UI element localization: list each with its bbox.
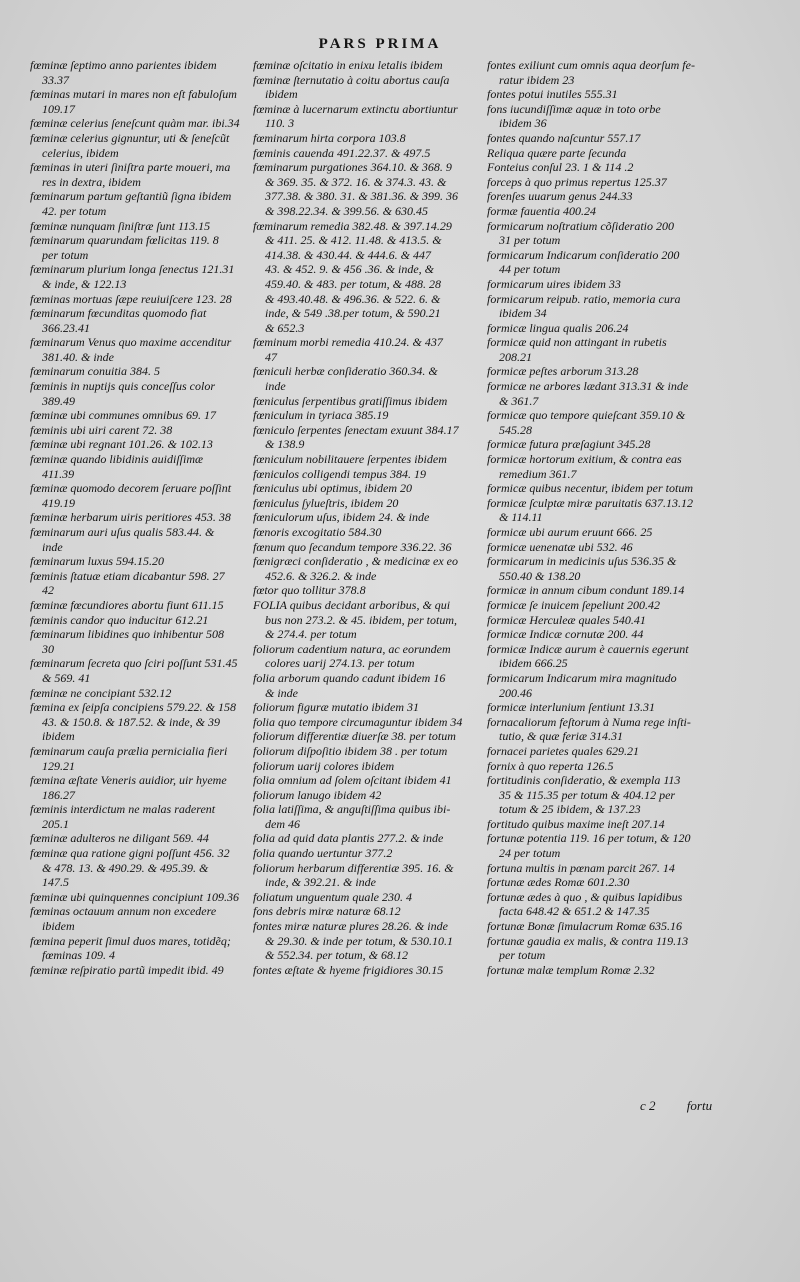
signature-mark: c 2 bbox=[640, 1098, 656, 1113]
index-line: foliatum unguentum quale 230. 4 bbox=[253, 889, 412, 904]
index-line: fontes miræ naturæ plures 28.26. & inde bbox=[253, 919, 448, 934]
index-line: fornacaliorum feſtorum à Numa rege inſti- bbox=[487, 714, 691, 729]
index-line: formicæ futura præſagiunt 345.28 bbox=[487, 437, 651, 452]
index-line: fœminas 109. 4 bbox=[30, 948, 116, 963]
index-line: foliorum lanugo ibidem 42 bbox=[253, 787, 382, 802]
index-line: Reliqua quære parte ſecunda bbox=[487, 145, 627, 160]
index-line: 411.39 bbox=[30, 466, 75, 481]
index-line: 205.1 bbox=[30, 816, 69, 831]
index-line: fontes potui inutiles 555.31 bbox=[487, 87, 618, 102]
index-line: formicæ quid non attingant in rubetis bbox=[487, 335, 667, 350]
index-line: & 411. 25. & 412. 11.48. & 413.5. & bbox=[253, 233, 442, 248]
page-footer bbox=[640, 1098, 770, 1114]
index-line: formicæ quo tempore quieſcant 359.10 & bbox=[487, 408, 686, 423]
index-line: formicæ interlunium ſentiunt 13.31 bbox=[487, 700, 655, 715]
index-line: fœminarum fœcunditas quomodo fiat bbox=[30, 306, 207, 321]
index-line: fœminæ reſpiratio partũ impedit ibid. 49 bbox=[30, 962, 224, 977]
index-line: fœminæ celerius ſeneſcunt quàm mar. ibi.34 bbox=[30, 116, 240, 131]
index-line: & 652.3 bbox=[253, 320, 305, 335]
index-line: 35 & 115.35 per totum & 404.12 per bbox=[487, 787, 676, 802]
running-header: PARS PRIMA bbox=[318, 36, 442, 52]
index-line: fœniculorum uſus, ibidem 24. & inde bbox=[253, 510, 430, 525]
index-line: fœminis cauenda 491.22.37. & 497.5 bbox=[253, 145, 431, 160]
index-line: fœnoris excogitatio 584.30 bbox=[253, 525, 382, 539]
index-line: folia quo tempore circumaguntur ibidem 34 bbox=[253, 714, 463, 729]
index-line: fortitudo quibus maxime ineſt 207.14 bbox=[487, 816, 665, 831]
index-line: formicarum reipub. ratio, memoria cura bbox=[487, 291, 681, 306]
index-line: fœniculus ſerpentibus gratiſſimus ibidem bbox=[253, 393, 448, 408]
index-line: fortunæ potentia 119. 16 per totum, & 120 bbox=[487, 831, 691, 846]
index-line: fœminas octauum annum non excedere bbox=[30, 904, 217, 919]
index-column-3 bbox=[487, 58, 757, 977]
index-line: fœminæ herbarum uiris peritiores 453. 38 bbox=[30, 510, 231, 525]
index-line: & inde, & 122.13 bbox=[30, 276, 127, 291]
index-line: fortuna multis in pœnam parcit 267. 14 bbox=[487, 860, 675, 875]
index-line: fontes quando naſcuntur 557.17 bbox=[487, 130, 641, 145]
index-line: formicæ lingua qualis 206.24 bbox=[487, 320, 629, 335]
index-line: folia latiſſima, & anguſtiſſima quibus ibi- bbox=[253, 802, 451, 817]
index-line: 44 per totum bbox=[487, 262, 561, 277]
index-line: & 569. 41 bbox=[30, 670, 91, 685]
index-line: totum & 25 ibidem, & 137.23 bbox=[487, 802, 641, 817]
index-line: forenſes uuarum genus 244.33 bbox=[487, 189, 633, 204]
index-line: formicæ Herculeæ quales 540.41 bbox=[487, 612, 646, 627]
index-line: & 552.34. per totum, & 68.12 bbox=[253, 948, 408, 963]
index-line: fœminis candor quo inducitur 612.21 bbox=[30, 612, 209, 627]
index-line: fœnum quo ſecandum tempore 336.22. 36 bbox=[253, 539, 452, 554]
index-column-2 bbox=[253, 58, 483, 977]
index-line: fœminarum Venus quo maxime accenditur bbox=[30, 335, 232, 350]
index-line: fœminis ubi uiri carent 72. 38 bbox=[30, 422, 173, 437]
index-line: 31 per totum bbox=[487, 233, 561, 248]
index-line: 30 bbox=[30, 641, 54, 656]
index-line: formicarum Indicarum conſideratio 200 bbox=[487, 247, 680, 262]
index-line: fontes exiliunt cum omnis aqua deorſum fe- bbox=[487, 58, 695, 72]
index-line: fœminarum auri uſus qualis 583.44. & bbox=[30, 525, 215, 539]
index-line: 459.40. & 483. per totum, & 488. 28 bbox=[253, 276, 441, 291]
index-line: 389.49 bbox=[30, 393, 75, 408]
index-line: fœniculus ſylueſtris, ibidem 20 bbox=[253, 495, 399, 510]
index-line: formicæ uenenatæ ubi 532. 46 bbox=[487, 539, 633, 554]
index-line: 200.46 bbox=[487, 685, 532, 700]
index-line: folia omnium ad ſolem oſcitant ibidem 41 bbox=[253, 773, 452, 788]
index-line: formicarum in medicinis uſus 536.35 & bbox=[487, 554, 677, 569]
index-line: fortunæ malæ templum Romæ 2.32 bbox=[487, 962, 655, 977]
index-line: fœminarum partum geſtantiũ ſigna ibidem bbox=[30, 189, 232, 204]
index-line: formicæ peſtes arborum 313.28 bbox=[487, 364, 639, 379]
index-line: fœmina æſtate Veneris auidior, uir hyeme bbox=[30, 773, 227, 788]
index-line: & 493.40.48. & 496.36. & 522. 6. & bbox=[253, 291, 441, 306]
index-line: 186.27 bbox=[30, 787, 75, 802]
index-line: formicæ in annum cibum condunt 189.14 bbox=[487, 583, 685, 598]
index-line: 377.38. & 380. 31. & 381.36. & 399. 36 bbox=[253, 189, 459, 204]
index-line: fœniculus ubi optimus, ibidem 20 bbox=[253, 481, 412, 496]
index-line: fortunæ gaudia ex malis, & contra 119.13 bbox=[487, 933, 689, 948]
index-line: formicæ Indicæ aurum è cauernis egerunt bbox=[487, 641, 689, 656]
index-line: inde bbox=[30, 539, 63, 554]
index-line: & 361.7 bbox=[487, 393, 539, 408]
index-line: 129.21 bbox=[30, 758, 75, 773]
index-line: formicæ quibus necentur, ibidem per totum bbox=[487, 481, 693, 496]
index-line: fœnigræci conſideratio , & medicinæ ex eo bbox=[253, 554, 458, 569]
index-line: res in dextra, ibidem bbox=[30, 174, 141, 189]
index-line: & 398.22.34. & 399.56. & 630.45 bbox=[253, 203, 429, 218]
index-line: formicarum Indicarum mira magnitudo bbox=[487, 670, 677, 685]
index-line: fœminarum conuitia 384. 5 bbox=[30, 364, 161, 379]
index-line: inde, & 549 .38.per totum, & 590.21 bbox=[253, 306, 441, 321]
index-line: fœminum morbi remedia 410.24. & 437 bbox=[253, 335, 443, 350]
index-line: formicæ hortorum exitium, & contra eas bbox=[487, 452, 682, 467]
index-line: fœminis ſtatuæ etiam dicabantur 598. 27 bbox=[30, 568, 225, 583]
index-line: 452.6. & 326.2. & inde bbox=[253, 568, 377, 583]
index-line: tutio, & quæ feriæ 314.31 bbox=[487, 729, 624, 744]
index-line: fœminas mutari in mares non eſt fabuloſum bbox=[30, 87, 237, 102]
index-line: formicarum uires ibidem 33 bbox=[487, 276, 621, 291]
index-line: fœminis in nuptijs quis conceſſus color bbox=[30, 379, 215, 394]
index-line: & 274.4. per totum bbox=[253, 627, 357, 642]
index-line: fœminarum remedia 382.48. & 397.14.29 bbox=[253, 218, 452, 233]
index-line: fortunæ Bonæ ſimulacrum Romæ 635.16 bbox=[487, 919, 683, 934]
index-line: FOLIA quibus decidant arboribus, & qui bbox=[253, 597, 451, 612]
index-line: foliorum figuræ mutatio ibidem 31 bbox=[253, 700, 420, 715]
index-line: 414.38. & 430.44. & 444.6. & 447 bbox=[253, 247, 432, 262]
index-line: formicæ ne arbores lædant 313.31 & inde bbox=[487, 379, 689, 394]
index-line: 419.19 bbox=[30, 495, 75, 510]
index-line: fœniculo ſerpentes ſenectam exuunt 384.17 bbox=[253, 422, 459, 437]
index-line: & 29.30. & inde per totum, & 530.10.1 bbox=[253, 933, 453, 948]
index-line: forceps à quo primus repertus 125.37 bbox=[487, 174, 667, 189]
catchword: fortu bbox=[686, 1098, 713, 1113]
index-line: fœminarum purgationes 364.10. & 368. 9 bbox=[253, 160, 452, 175]
index-line: fœminæ ubi quinquennes concipiunt 109.36 bbox=[30, 889, 239, 904]
index-column-1 bbox=[30, 58, 252, 977]
index-line: formæ fauentia 400.24 bbox=[487, 203, 597, 218]
index-line: fœniculum nobilitauere ſerpentes ibidem bbox=[253, 452, 447, 467]
index-line: foliorum uarij colores ibidem bbox=[253, 758, 395, 773]
index-line: ratur ibidem 23 bbox=[487, 72, 575, 87]
index-line: fœminæ nunquam ſiniſtræ ſunt 113.15 bbox=[30, 218, 211, 233]
index-line: facta 648.42 & 651.2 & 147.35 bbox=[487, 904, 650, 919]
index-line: fœminarum plurium longa ſenectus 121.31 bbox=[30, 262, 235, 277]
index-line: inde bbox=[253, 379, 286, 394]
index-line: fœniculos colligendi tempus 384. 19 bbox=[253, 466, 426, 481]
index-line: 47 bbox=[253, 349, 277, 364]
index-line: folia arborum quando cadunt ibidem 16 bbox=[253, 670, 446, 685]
index-line: Fonteius conſul 23. 1 & 114 .2 bbox=[487, 160, 634, 175]
index-line: colores uarij 274.13. per totum bbox=[253, 656, 415, 671]
index-line: fœminæ qua ratione gigni poſſunt 456. 32 bbox=[30, 846, 230, 861]
index-line: per totum bbox=[30, 247, 89, 262]
index-line: fornacei parietes quales 629.21 bbox=[487, 743, 639, 758]
index-line: & 478. 13. & 490.29. & 495.39. & bbox=[30, 860, 209, 875]
index-line: 147.5 bbox=[30, 875, 69, 890]
index-line: foliorum cadentium natura, ac eorundem bbox=[253, 641, 451, 656]
index-line: 545.28 bbox=[487, 422, 532, 437]
index-line: fœmina peperit ſimul duos mares, totidẽq; bbox=[30, 933, 231, 948]
index-line: fœminæ ubi communes omnibus 69. 17 bbox=[30, 408, 216, 423]
index-line: fœminarum quarundam fœlicitas 119. 8 bbox=[30, 233, 219, 248]
index-line: fœminæ fœcundiores abortu fiunt 611.15 bbox=[30, 597, 224, 612]
index-line: 208.21 bbox=[487, 349, 532, 364]
index-line: 43. & 452. 9. & 456 .36. & inde, & bbox=[253, 262, 434, 277]
index-line: fœminæ quomodo decorem ſeruare poſſint bbox=[30, 481, 232, 496]
index-line: 110. 3 bbox=[253, 116, 295, 131]
index-line: & 114.11 bbox=[487, 510, 543, 525]
index-line: foliorum diſpoſitio ibidem 38 . per totum bbox=[253, 743, 448, 758]
index-line: fœminarum hirta corpora 103.8 bbox=[253, 130, 406, 145]
index-line: fœmina ex ſeipſa concipiens 579.22. & 158 bbox=[30, 700, 236, 715]
index-line: dem 46 bbox=[253, 816, 300, 831]
index-line: formicarum noſtratium cõſideratio 200 bbox=[487, 218, 674, 233]
index-line: bus non 273.2. & 45. ibidem, per totum, bbox=[253, 612, 457, 627]
index-line: fœminarum cauſa prælia pernicialia fieri bbox=[30, 743, 228, 758]
index-line: ibidem bbox=[30, 919, 75, 934]
index-line: fons debris miræ naturæ 68.12 bbox=[253, 904, 401, 919]
index-line: formicæ ſe inuicem ſepeliunt 200.42 bbox=[487, 597, 660, 612]
index-line: formicæ ſculptæ miræ paruitatis 637.13.12 bbox=[487, 495, 694, 510]
index-line: & 369. 35. & 372. 16. & 374.3. 43. & bbox=[253, 174, 447, 189]
index-line: fornix à quo reperta 126.5 bbox=[487, 758, 614, 773]
index-line: fœminarum libidines quo inhibentur 508 bbox=[30, 627, 225, 642]
index-line: 42 bbox=[30, 583, 54, 598]
index-line: 43. & 150.8. & 187.52. & inde, & 39 bbox=[30, 714, 220, 729]
index-line: fortunæ ædes à quo , & quibus lapidibus bbox=[487, 889, 683, 904]
index-line: fœminæ ubi regnant 101.26. & 102.13 bbox=[30, 437, 213, 452]
index-line: foliorum differentiæ diuerſæ 38. per totum bbox=[253, 729, 456, 744]
index-line: formicæ ubi aurum eruunt 666. 25 bbox=[487, 525, 653, 539]
index-line: inde, & 392.21. & inde bbox=[253, 875, 376, 890]
index-line: folia ad quid data plantis 277.2. & inde bbox=[253, 831, 444, 846]
index-line: fœminæ oſcitatio in enixu letalis ibidem bbox=[253, 58, 443, 72]
index-line: fœminæ ne concipiant 532.12 bbox=[30, 685, 172, 700]
index-line: fortitudinis conſideratio, & exempla 113 bbox=[487, 773, 681, 788]
index-line: fœminas in uteri ſiniſtra parte moueri, ma bbox=[30, 160, 231, 175]
index-line: 42. per totum bbox=[30, 203, 107, 218]
index-line: fons iucundiſſimæ aquæ in toto orbe bbox=[487, 101, 661, 116]
index-line: 550.40 & 138.20 bbox=[487, 568, 581, 583]
index-line: fontes æſtate & hyeme frigidiores 30.15 bbox=[253, 962, 444, 977]
index-line: 24 per totum bbox=[487, 846, 561, 861]
index-line: & inde bbox=[253, 685, 298, 700]
index-line: folia quando uertuntur 377.2 bbox=[253, 846, 393, 861]
index-line: fœminæ celerius gignuntur, uti & ſeneſcũt bbox=[30, 130, 230, 145]
index-line: fœtor quo tollitur 378.8 bbox=[253, 583, 366, 598]
index-line: ibidem 666.25 bbox=[487, 656, 568, 671]
index-line: fœniculi herbæ conſideratio 360.34. & bbox=[253, 364, 438, 379]
index-line: fortunæ ædes Romæ 601.2.30 bbox=[487, 875, 630, 890]
index-line: celerius, ibidem bbox=[30, 145, 119, 160]
index-line: fœminæ adulteros ne diligant 569. 44 bbox=[30, 831, 209, 846]
index-line: per totum bbox=[487, 948, 546, 963]
index-line: foliorum herbarum differentiæ 395. 16. & bbox=[253, 860, 454, 875]
index-line: fœminæ à lucernarum extinctu abortiuntur bbox=[253, 101, 458, 116]
index-line: ibidem bbox=[253, 87, 298, 102]
index-line: formicæ Indicæ cornutæ 200. 44 bbox=[487, 627, 644, 642]
index-line: 33.37 bbox=[30, 72, 69, 87]
index-line: fœminis interdictum ne malas raderent bbox=[30, 802, 216, 817]
index-line: ibidem 36 bbox=[487, 116, 547, 131]
index-line: fœminæ ſeptimo anno parientes ibidem bbox=[30, 58, 217, 72]
index-line: fœminarum luxus 594.15.20 bbox=[30, 554, 165, 569]
index-line: fœminarum ſecreta quo ſciri poſſunt 531.45 bbox=[30, 656, 238, 671]
index-line: fœniculum in tyriaca 385.19 bbox=[253, 408, 389, 423]
index-line: ibidem 34 bbox=[487, 306, 547, 321]
index-line: fœminas mortuas ſæpe reuiuiſcere 123. 28 bbox=[30, 291, 232, 306]
index-line: ibidem bbox=[30, 729, 75, 744]
index-line: fœminæ quando libidinis auidiſſimæ bbox=[30, 452, 204, 467]
index-line: 366.23.41 bbox=[30, 320, 90, 335]
index-line: & 138.9 bbox=[253, 437, 305, 452]
index-line: 381.40. & inde bbox=[30, 349, 114, 364]
index-line: remedium 361.7 bbox=[487, 466, 577, 481]
index-line: 109.17 bbox=[30, 101, 75, 116]
index-line: fœminæ ſternutatio à coitu abortus cauſa bbox=[253, 72, 450, 87]
